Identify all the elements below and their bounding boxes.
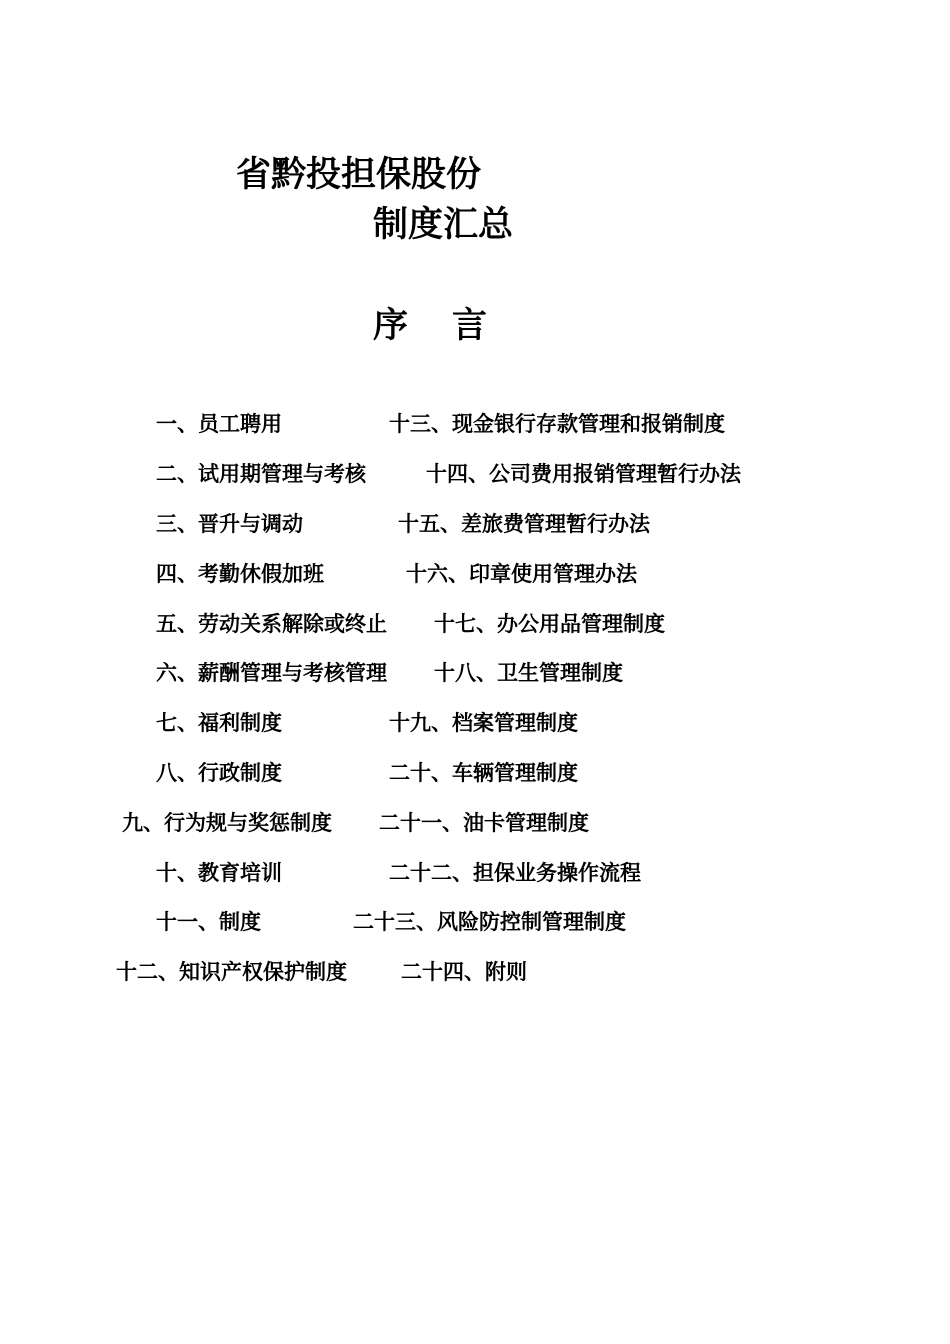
toc-item-right: 十四、公司费用报销管理暂行办法 (426, 462, 741, 486)
toc-item-left: 九、行为规与奖惩制度 (122, 811, 332, 835)
document-title-line-1: 省黔投担保股份 (236, 155, 482, 195)
toc-item-left: 二、试用期管理与考核 (156, 462, 366, 486)
toc-item-right: 十七、办公用品管理制度 (434, 612, 665, 636)
toc-item-left: 八、行政制度 (156, 761, 282, 785)
toc-item-right: 二十四、附则 (401, 960, 527, 984)
toc-item-right: 十三、现金银行存款管理和报销制度 (389, 412, 725, 436)
toc-item-right: 二十一、油卡管理制度 (379, 811, 589, 835)
toc-item-left: 四、考勤休假加班 (156, 562, 324, 586)
toc-item-right: 十六、印章使用管理办法 (406, 562, 637, 586)
toc-item-right: 十八、卫生管理制度 (434, 661, 623, 685)
toc-item-left: 六、薪酬管理与考核管理 (156, 661, 387, 685)
toc-item-left: 五、劳动关系解除或终止 (156, 612, 387, 636)
toc-item-right: 二十三、风险防控制管理制度 (353, 910, 626, 934)
toc-item-left: 七、福利制度 (156, 711, 282, 735)
toc-item-right: 二十、车辆管理制度 (389, 761, 578, 785)
toc-item-left: 十二、知识产权保护制度 (116, 960, 347, 984)
document-title-line-2: 制度汇总 (373, 205, 514, 245)
preface-heading: 序言 (373, 306, 532, 346)
toc-item-left: 三、晋升与调动 (156, 512, 303, 536)
toc-item-right: 十九、档案管理制度 (389, 711, 578, 735)
toc-item-left: 十一、制度 (156, 910, 261, 934)
toc-item-left: 十、教育培训 (156, 861, 282, 885)
toc-item-right: 二十二、担保业务操作流程 (389, 861, 641, 885)
toc-item-right: 十五、差旅费管理暂行办法 (398, 512, 650, 536)
toc-item-left: 一、员工聘用 (156, 412, 282, 436)
